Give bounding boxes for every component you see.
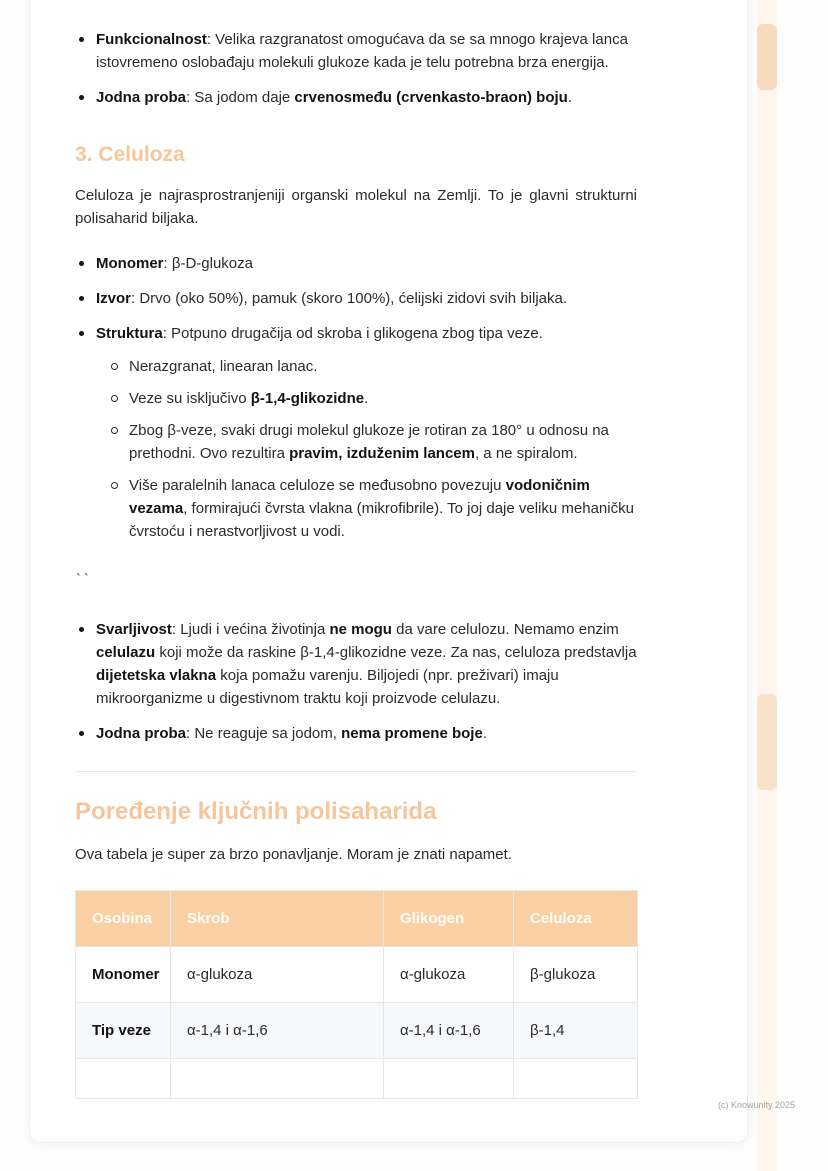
- scroll-indicator-bottom[interactable]: [757, 694, 777, 790]
- list-item-text: Jodna proba: Ne reaguje sa jodom, nema promene boje.: [96, 725, 487, 742]
- table-header-skrob: Skrob: [171, 891, 384, 947]
- section-heading-poredenje: Poređenje ključnih polisaharida: [75, 798, 437, 825]
- list-item-text: Monomer: β-D-glukoza: [96, 255, 253, 272]
- sub-list-item: [108, 355, 637, 378]
- watermark: (c) Knowunity 2025: [717, 1100, 795, 1110]
- table-cell: α-1,4 i α-1,6: [171, 1003, 384, 1059]
- sub-bullet-list-struktura: [108, 355, 637, 543]
- list-item-text: Više paralelnih lanaca celuloze se međusobno povezuju vodoničnim vezama, formirajući čvrsta vlakna (mikrofibrile). To joj daje veliku mehaničku čvrstoću i nerastvorljivost u vodi.: [129, 477, 634, 540]
- table-cell: [76, 1059, 171, 1099]
- table-cell: [514, 1059, 638, 1099]
- table-cell: β-1,4: [514, 1003, 638, 1059]
- list-item-text: Izvor: Drvo (oko 50%), pamuk (skoro 100%), ćelijski zidovi svih biljaka.: [96, 290, 568, 307]
- table-cell: Monomer: [76, 947, 171, 1003]
- table-header-row: [76, 891, 638, 947]
- bullet-list-svarljivost: [75, 618, 637, 745]
- list-item-text: Struktura: Potpuno drugačija od skroba i glikogena zbog tipa veze.: [96, 325, 543, 342]
- table-cell: [384, 1059, 514, 1099]
- section-divider: [75, 771, 637, 772]
- list-item-text: Zbog β-veze, svaki drugi molekul glukoze je rotiran za 180° u odnosu na prethodni. Ovo rezultira pravim, izduženim lancem, a ne spiralom.: [129, 422, 609, 462]
- sub-list-item: [108, 387, 637, 410]
- list-item: [75, 28, 637, 74]
- list-item-text: Nerazgranat, linearan lanac.: [129, 358, 318, 375]
- table-header-glikogen: Glikogen: [384, 891, 514, 947]
- list-item: [75, 722, 637, 745]
- list-item-text: Funkcionalnost: Velika razgranatost omogućava da se sa mnogo krajeva lanca istovremeno oslobađaju molekuli glukoze kada je telu potrebna brza energija.: [96, 31, 628, 71]
- document-page: [30, 0, 747, 1142]
- table-cell: α-glukoza: [384, 947, 514, 1003]
- scroll-indicator-top[interactable]: [757, 24, 777, 90]
- list-item: [75, 618, 637, 710]
- scroll-rail: [757, 0, 777, 1171]
- table-row: [76, 947, 638, 1003]
- table-row-partial: [76, 1059, 638, 1099]
- bullet-list-celuloza: [75, 252, 637, 543]
- list-item: [75, 287, 637, 310]
- comparison-table: [75, 890, 638, 1099]
- table-cell: α-glukoza: [171, 947, 384, 1003]
- paragraph-poredenje-intro: Ova tabela je super za brzo ponavljanje. Moram je znati napamet.: [75, 846, 512, 863]
- paragraph-celuloza-intro: Celuloza je najrasprostranjeniji organski molekul na Zemlji. To je glavni strukturni polisaharid biljaka.: [75, 187, 637, 227]
- list-item-text: Veze su isključivo β-1,4-glikozidne.: [129, 390, 369, 407]
- stray-backticks-text: ``: [75, 573, 91, 588]
- table-header-osobina: Osobina: [76, 891, 171, 947]
- table-cell: α-1,4 i α-1,6: [384, 1003, 514, 1059]
- table-row: [76, 1003, 638, 1059]
- document-content: [75, 0, 637, 1099]
- section-heading-celuloza: 3. Celuloza: [75, 143, 185, 166]
- table-cell: Tip veze: [76, 1003, 171, 1059]
- table-cell: [171, 1059, 384, 1099]
- list-item: [75, 252, 637, 275]
- list-item-text: Jodna proba: Sa jodom daje crvenosmeđu (crvenkasto-braon) boju.: [96, 89, 572, 106]
- list-item: [75, 322, 637, 543]
- list-item: [75, 86, 637, 109]
- table-header-celuloza: Celuloza: [514, 891, 638, 947]
- bullet-list-top: [75, 28, 637, 109]
- table-cell: β-glukoza: [514, 947, 638, 1003]
- sub-list-item: [108, 419, 637, 465]
- list-item-text: Svarljivost: Ljudi i većina životinja ne mogu da vare celulozu. Nemamo enzim celulazu koji može da raskine β-1,4-glikozidne veze. Za nas, celuloza predstavlja dijetetska vlakna koja pomažu varenju. Biljojedi (npr. preživari) imaju mikroorganizme u digestivnom traktu koji proizvode celulazu.: [96, 621, 637, 707]
- sub-list-item: [108, 474, 637, 543]
